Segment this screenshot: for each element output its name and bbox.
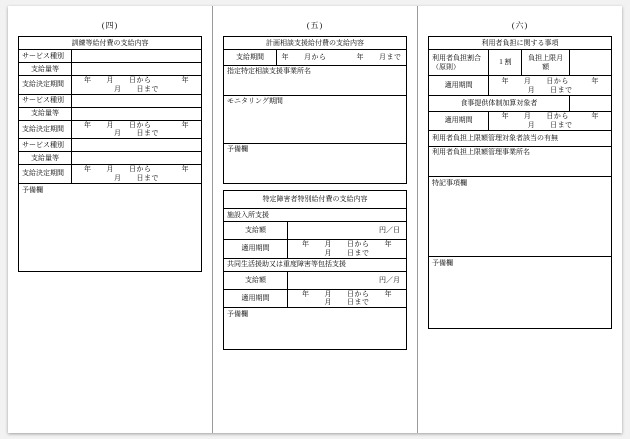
apply-period-row	[224, 240, 407, 259]
cap-management-row	[429, 130, 612, 146]
section-title-row	[19, 37, 202, 50]
volume-row	[19, 63, 202, 76]
column-six	[417, 6, 622, 433]
decision-period-row	[19, 76, 202, 95]
special-section-title: 特定障害者特別給付費の支給内容	[224, 191, 407, 209]
service-type-row	[19, 139, 202, 152]
support-period-row	[224, 50, 407, 66]
volume-value[interactable]	[72, 63, 202, 76]
document-page	[8, 6, 622, 433]
office-name-label: 指定特定相談支援事業所名	[227, 67, 311, 75]
decision-period-label: 支給決定期間	[19, 76, 72, 95]
special-title-row	[224, 191, 407, 209]
service-type-label: サービス種別	[19, 94, 72, 107]
remarks-cell[interactable]	[224, 144, 407, 184]
service-type-label: サービス種別	[19, 50, 72, 63]
service-type-row	[19, 94, 202, 107]
cap-management-office-label: 利用者負担上限額管理事業所名	[432, 147, 530, 156]
section-title-row	[429, 37, 612, 50]
amount-row	[224, 222, 407, 240]
volume-value[interactable]	[72, 107, 202, 120]
service-type-value[interactable]	[72, 139, 202, 152]
remarks-label: 予備欄	[22, 185, 43, 194]
burden-rate-value[interactable]: 1 割	[489, 50, 522, 76]
column-five-heading: (五)	[306, 21, 324, 30]
column-six-heading: (六)	[511, 21, 529, 30]
section-title-row	[224, 37, 407, 50]
cap-management-office-row	[429, 146, 612, 176]
apply-period-row-2	[224, 289, 407, 308]
remarks-row	[224, 144, 407, 184]
notes-cell[interactable]	[429, 176, 612, 256]
office-name-row	[224, 66, 407, 96]
amount-row-2	[224, 271, 407, 289]
column-four-table	[18, 36, 205, 184]
decision-period-label: 支給決定期間	[19, 165, 72, 184]
volume-label: 支給量等	[19, 107, 72, 120]
volume-row	[19, 152, 202, 165]
user-burden-table	[428, 36, 612, 257]
apply-period-label: 適用期間	[429, 76, 489, 96]
amount-value[interactable]: 円／日	[288, 222, 407, 240]
decision-period-value[interactable]: 年 月 日から 年 月 日まで	[72, 165, 202, 184]
remarks-box[interactable]	[18, 184, 202, 272]
apply-period-row-2	[429, 112, 612, 131]
service-type-label: サービス種別	[19, 139, 72, 152]
service-type-value[interactable]	[72, 50, 202, 63]
apply-period-value[interactable]: 年 月 日から 年 月 日まで	[288, 240, 407, 259]
cap-management-label: 利用者負担上限額管理対象者該当の有無	[429, 130, 612, 146]
column-five	[212, 6, 417, 433]
meal-support-row	[429, 96, 612, 112]
remarks-box[interactable]	[428, 257, 612, 329]
support-period-label: 支給期間	[224, 50, 277, 66]
volume-label: 支給量等	[19, 152, 72, 165]
facility-row	[224, 209, 407, 222]
apply-period-label-2: 適用期間	[224, 289, 288, 308]
apply-period-value-2[interactable]: 年 月 日から 年 月 日まで	[288, 289, 407, 308]
volume-label: 支給量等	[19, 63, 72, 76]
service-type-row	[19, 50, 202, 63]
section-title: 利用者負担に関する事項	[429, 37, 612, 50]
apply-period-label-2: 適用期間	[429, 112, 489, 131]
remarks-label-2: 予備欄	[227, 310, 248, 318]
notes-label: 特記事項欄	[432, 178, 467, 187]
group-home-row	[224, 258, 407, 271]
special-benefit-table	[223, 190, 407, 308]
burden-cap-value[interactable]	[569, 50, 611, 76]
apply-period-row	[429, 76, 612, 96]
notes-row	[429, 176, 612, 256]
monitoring-label: モニタリング期間	[227, 97, 283, 105]
service-type-value[interactable]	[72, 94, 202, 107]
amount-label: 支給額	[224, 222, 288, 240]
cap-management-office-cell[interactable]	[429, 146, 612, 176]
apply-period-value-2[interactable]: 年 月 日から 年 月 日まで	[489, 112, 612, 131]
facility-label: 施設入所支援	[224, 209, 407, 222]
section-title: 訓練等給付費の支給内容	[19, 37, 202, 50]
decision-period-label: 支給決定期間	[19, 120, 72, 139]
decision-period-value[interactable]: 年 月 日から 年 月 日まで	[72, 76, 202, 95]
amount-value-2[interactable]: 円／月	[288, 271, 407, 289]
apply-period-value[interactable]: 年 月 日から 年 月 日まで	[489, 76, 612, 96]
decision-period-value[interactable]: 年 月 日から 年 月 日まで	[72, 120, 202, 139]
support-period-value[interactable]: 年 月から 年 月まで	[277, 50, 407, 66]
meal-support-value[interactable]	[569, 96, 611, 112]
burden-rate-label: 利用者負担割合（原則）	[429, 50, 489, 76]
monitoring-cell[interactable]	[224, 96, 407, 144]
group-home-label: 共同生活援助又は重度障害等包括支援	[224, 258, 407, 271]
planning-support-table	[223, 36, 407, 184]
burden-cap-label: 負担上限月額	[522, 50, 570, 76]
remarks-label: 予備欄	[227, 145, 248, 153]
remarks-box-2[interactable]	[223, 308, 407, 350]
volume-row	[19, 107, 202, 120]
volume-value[interactable]	[72, 152, 202, 165]
decision-period-row	[19, 165, 202, 184]
section-title: 計画相談支援給付費の支給内容	[224, 37, 407, 50]
office-name-cell[interactable]	[224, 66, 407, 96]
decision-period-row	[19, 120, 202, 139]
burden-rate-row	[429, 50, 612, 76]
three-column-form	[8, 6, 622, 433]
column-four-heading: (四)	[101, 21, 119, 30]
amount-label-2: 支給額	[224, 271, 288, 289]
meal-support-label: 食事提供体制加算対象者	[429, 96, 570, 112]
monitoring-row	[224, 96, 407, 144]
apply-period-label: 適用期間	[224, 240, 288, 259]
remarks-label: 予備欄	[432, 258, 453, 267]
column-four	[8, 6, 212, 433]
